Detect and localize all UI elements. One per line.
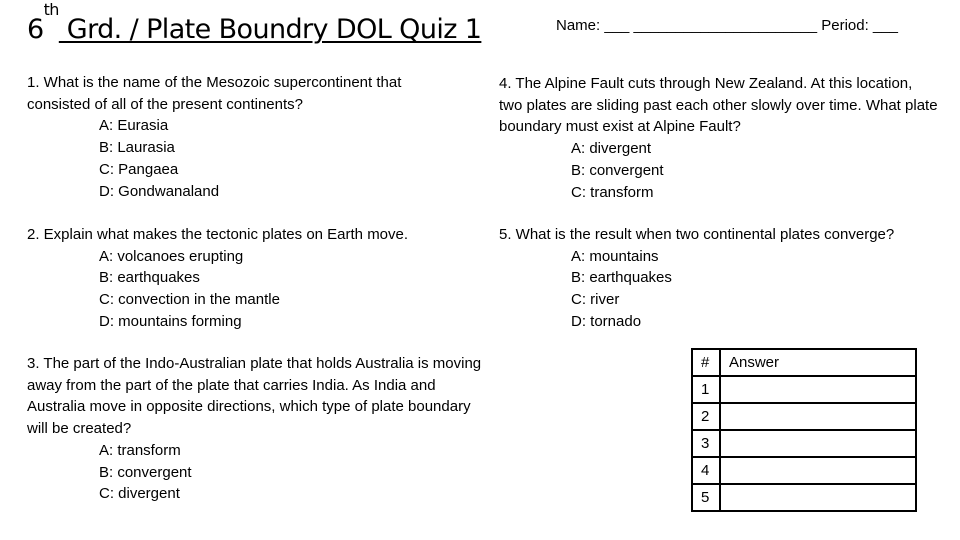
page-title <box>27 0 482 52</box>
question-2-option-b: B: earthquakes <box>99 269 200 287</box>
question-2 <box>27 224 467 333</box>
title-text: Grd. / Plate Boundry DOL Quiz 1 <box>58 14 482 45</box>
answer-table-number-header: # <box>692 349 720 376</box>
answer-row-number: 3 <box>692 430 720 457</box>
question-2-stem: 2. Explain what makes the tectonic plates on Earth move. <box>27 226 409 243</box>
table-row <box>692 430 916 457</box>
question-1 <box>27 72 467 202</box>
answer-cell[interactable] <box>720 457 916 484</box>
question-2-option-d: D: mountains forming <box>99 312 242 330</box>
question-3-option-c: C: divergent <box>99 485 180 503</box>
answer-row-number: 1 <box>692 376 720 403</box>
question-3 <box>27 353 482 505</box>
name-period-line: Name: ___ ______________________ Period: ___ <box>556 17 898 34</box>
question-2-option-c: C: convection in the mantle <box>99 291 280 309</box>
table-row <box>692 376 916 403</box>
question-5-option-a: A: mountains <box>571 247 659 265</box>
title-grade-suffix: th <box>43 0 59 19</box>
table-row <box>692 457 916 484</box>
answer-table-header <box>692 349 916 376</box>
question-1-stem: 1. What is the name of the Mesozoic supercontinent that consisted of all of the present continents? <box>27 74 402 113</box>
question-1-option-d: D: Gondwanaland <box>99 182 220 200</box>
question-5-option-d: D: tornado <box>571 312 642 330</box>
question-4 <box>499 73 939 203</box>
answer-table <box>691 348 917 512</box>
answer-row-number: 4 <box>692 457 720 484</box>
question-4-option-a: A: divergent <box>571 140 652 158</box>
title-grade-number: 6 <box>27 14 44 45</box>
question-5-option-c: C: river <box>571 291 620 309</box>
question-4-stem: 4. The Alpine Fault cuts through New Zealand. At this location, two plates are sliding past each other slowly over time. What plate boundary must exist at Alpine Fault? <box>499 75 938 136</box>
question-2-option-a: A: volcanoes erupting <box>99 247 244 265</box>
question-1-option-a: A: Eurasia <box>99 117 169 135</box>
table-row <box>692 484 916 511</box>
question-4-option-b: B: convergent <box>571 161 664 179</box>
question-5 <box>499 224 939 333</box>
answer-cell[interactable] <box>720 403 916 430</box>
question-3-stem: 3. The part of the Indo-Australian plate that holds Australia is moving away from the part of the plate that carries India. As India and Australia move in opposite directions, which type of plate boundary will be created? <box>27 355 482 438</box>
question-5-option-b: B: earthquakes <box>571 269 672 287</box>
table-row <box>692 403 916 430</box>
question-1-option-c: C: Pangaea <box>99 160 179 178</box>
answer-row-number: 5 <box>692 484 720 511</box>
question-5-stem: 5. What is the result when two continental plates converge? <box>499 226 895 243</box>
question-4-option-c: C: transform <box>571 183 654 201</box>
answer-cell[interactable] <box>720 484 916 511</box>
answer-cell[interactable] <box>720 376 916 403</box>
question-1-option-b: B: Laurasia <box>99 139 175 157</box>
answer-cell[interactable] <box>720 430 916 457</box>
answer-table-answer-header: Answer <box>720 349 916 376</box>
answer-row-number: 2 <box>692 403 720 430</box>
question-3-option-b: B: convergent <box>99 463 192 481</box>
question-3-option-a: A: transform <box>99 441 181 459</box>
